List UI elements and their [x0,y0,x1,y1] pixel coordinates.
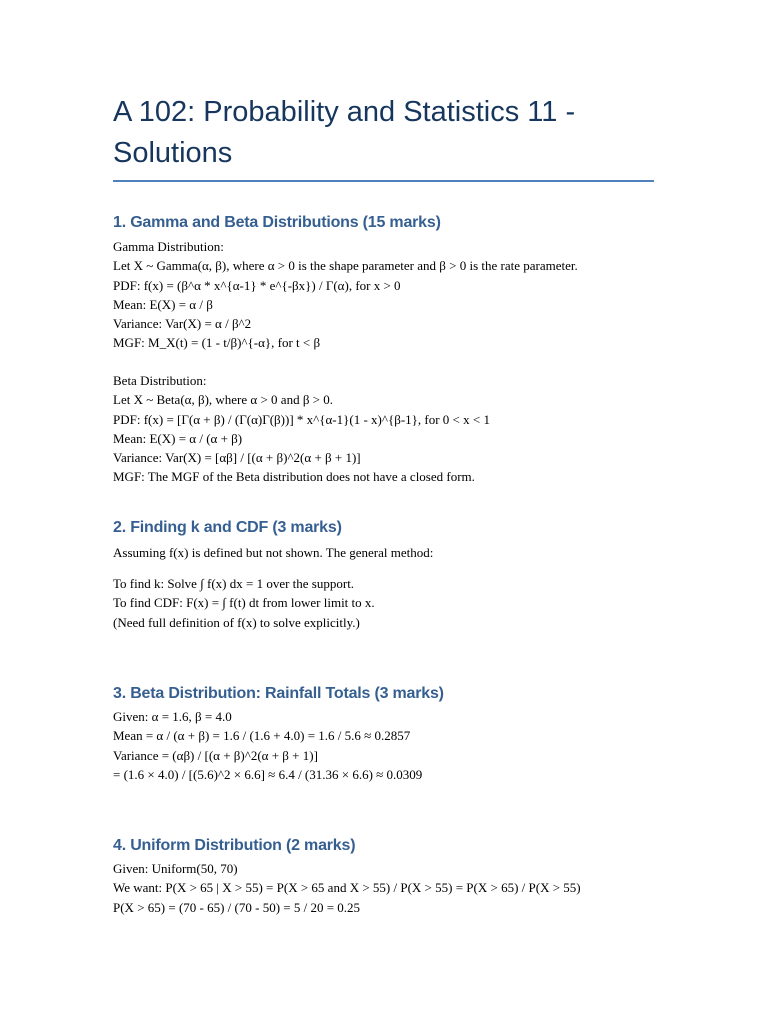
section-2-intro [113,543,713,562]
text-line: PDF: f(x) = [Γ(α + β) / (Γ(α)Γ(β))] * x^{α-1}(1 - x)^{β-1}, for 0 < x < 1 [113,411,490,427]
section-1-heading: 1. Gamma and Beta Distributions (15 marks) [113,214,441,231]
text-line: Given: α = 1.6, β = 4.0 [113,709,232,724]
beta-distribution-block [113,371,713,487]
section-2-body [113,574,713,632]
text-line: Variance = (αβ) / [(α + β)^2(α + β + 1)] [113,747,318,763]
text-line: P(X > 65) = (70 - 65) / (70 - 50) = 5 / 20 = 0.25 [113,899,361,915]
text-line: Mean: E(X) = α / β [113,296,213,312]
section-2-heading: 2. Finding k and CDF (3 marks) [113,519,342,536]
text-line: Variance: Var(X) = α / β^2 [113,316,252,332]
title-underline [113,180,654,182]
text-line: Mean: E(X) = α / (α + β) [113,430,243,446]
text-line: Let X ~ Gamma(α, β), where α > 0 is the shape parameter and β > 0 is the rate parameter. [113,258,578,274]
text-line: Assuming f(x) is defined but not shown. The general method: [113,545,434,560]
text-line: Variance: Var(X) = [αβ] / [(α + β)^2(α + β + 1)] [113,450,361,466]
text-line: Beta Distribution: [113,373,207,388]
text-line: PDF: f(x) = (β^α * x^{α-1} * e^{-βx}) / Γ(α), for x > 0 [113,277,401,293]
gamma-distribution-block [113,237,713,353]
text-line: MGF: M_X(t) = (1 - t/β)^{-α}, for t < β [113,335,321,351]
text-line: Let X ~ Beta(α, β), where α > 0 and β > 0. [113,392,334,408]
document-title: A 102: Probability and Statistics 11 - Solutions [113,96,576,169]
section-3-body [113,707,713,784]
text-line: To find k: Solve ∫ f(x) dx = 1 over the support. [113,576,355,591]
section-3-heading: 3. Beta Distribution: Rainfall Totals (3 marks) [113,685,444,702]
text-line: To find CDF: F(x) = ∫ f(t) dt from lower limit to x. [113,595,375,611]
text-line: Mean = α / (α + β) = 1.6 / (1.6 + 4.0) = 1.6 / 5.6 ≈ 0.2857 [113,728,411,744]
text-line: (Need full definition of f(x) to solve explicitly.) [113,614,360,630]
text-line: Given: Uniform(50, 70) [113,861,238,876]
text-line: Gamma Distribution: [113,239,224,254]
text-line: MGF: The MGF of the Beta distribution does not have a closed form. [113,469,475,485]
text-line: We want: P(X > 65 | X > 55) = P(X > 65 and X > 55) / P(X > 55) = P(X > 65) / P(X > 55) [113,880,581,896]
section-4-heading: 4. Uniform Distribution (2 marks) [113,837,356,854]
text-line: = (1.6 × 4.0) / [(5.6)^2 × 6.6] ≈ 6.4 / (31.36 × 6.6) ≈ 0.0309 [113,766,423,782]
section-4-body [113,859,713,917]
